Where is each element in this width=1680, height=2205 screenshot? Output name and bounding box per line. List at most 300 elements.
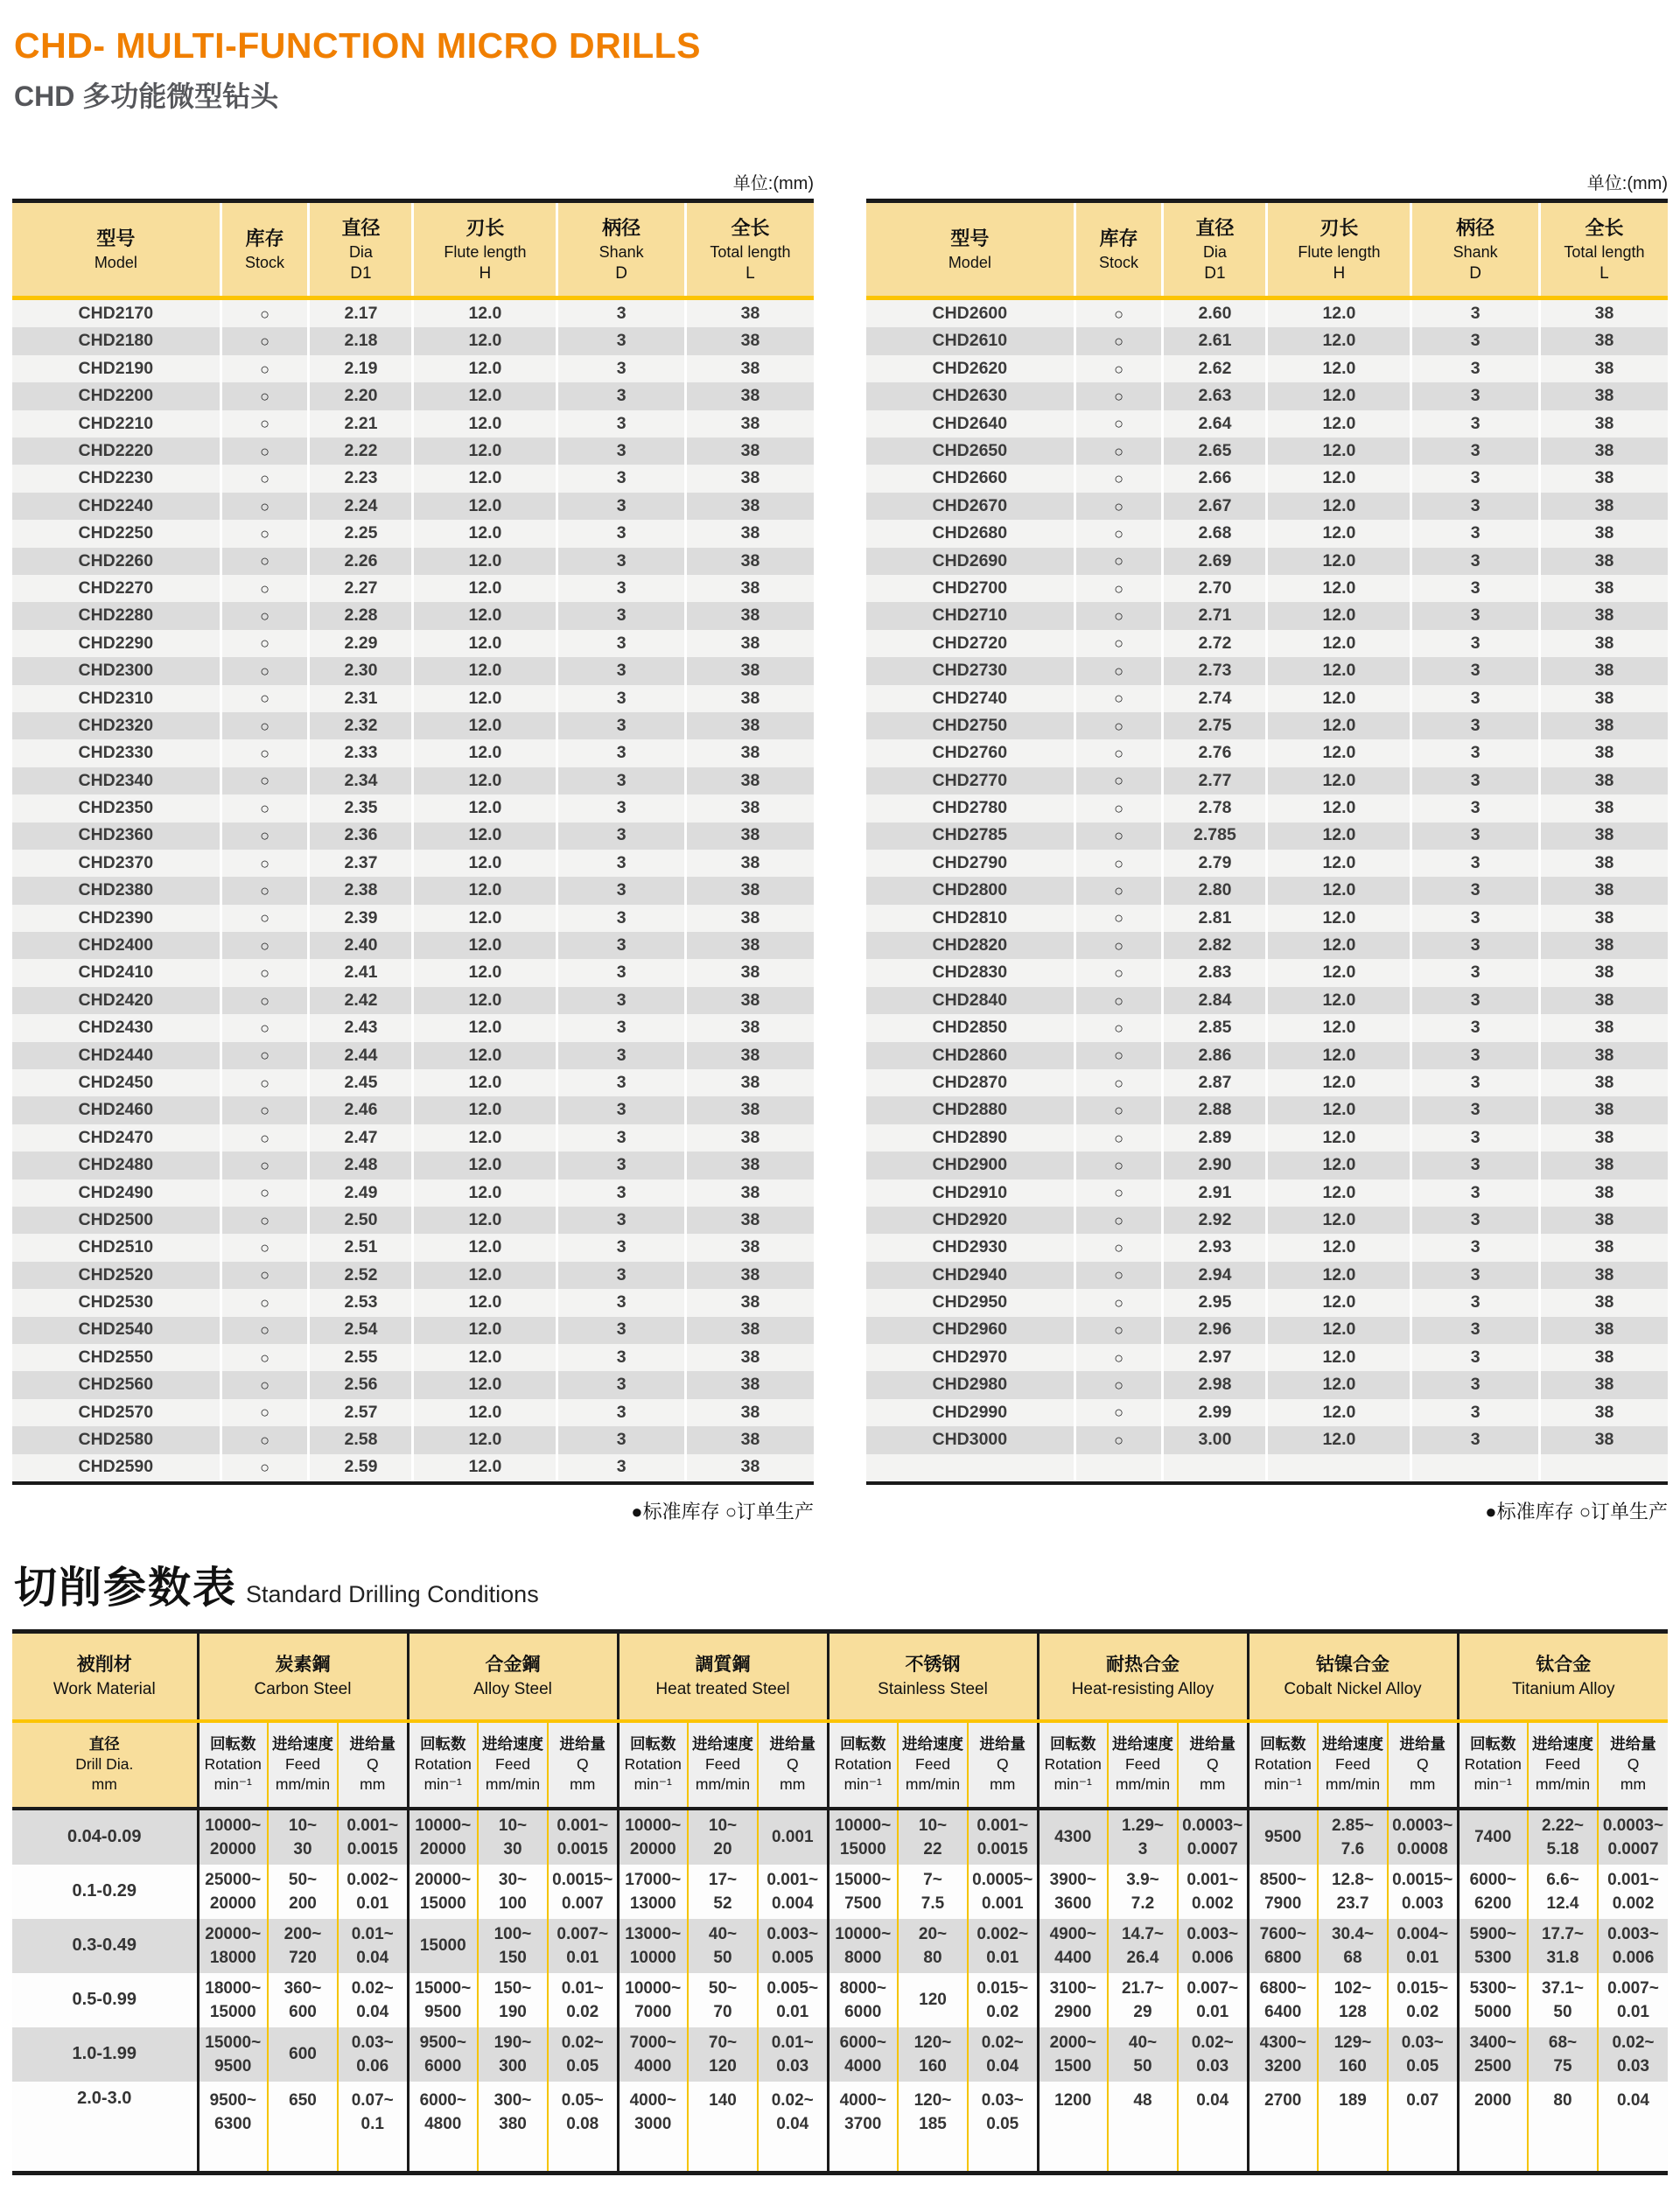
cell-stock: ○	[220, 794, 309, 822]
drill-row	[12, 685, 814, 712]
cell-stock: ○	[220, 1344, 309, 1371]
drill-row	[866, 465, 1668, 492]
cell-model: CHD2660	[932, 468, 1008, 488]
cell-dia: 2.85	[1163, 1014, 1267, 1041]
col-header-total-length: 全长 Total length L	[685, 201, 814, 298]
cell-value: 10~ 20	[688, 1809, 758, 1865]
cell-stock: ○	[1074, 493, 1163, 520]
cell-flute-length: 12.0	[413, 932, 557, 959]
cell-shank: 3	[1411, 410, 1540, 438]
cell-dia: 2.69	[1163, 548, 1267, 575]
cell-dia: 2.67	[1163, 493, 1267, 520]
sub-header-rotation: 回転数 Rotation min⁻¹	[1248, 1721, 1318, 1809]
cell-stock: ○	[1074, 382, 1163, 410]
cell-model: CHD2590	[78, 1457, 154, 1477]
cell-value: 0.02~ 0.03	[1598, 2027, 1668, 2082]
cell-value: 120~ 160	[898, 2027, 968, 2082]
cell-stock: ○	[220, 298, 309, 328]
cell-total-length: 38	[1539, 657, 1668, 684]
cell-dia: 2.86	[1163, 1042, 1267, 1069]
cell-value: 37.1~ 50	[1528, 1973, 1598, 2027]
cell-flute-length: 12.0	[1267, 905, 1411, 932]
cell-total-length: 38	[685, 327, 814, 354]
drill-row	[866, 1289, 1668, 1316]
cell-shank: 3	[1411, 548, 1540, 575]
cell-flute-length: 12.0	[413, 739, 557, 766]
cell-value: 10~ 30	[268, 1809, 338, 1865]
drill-row	[866, 630, 1668, 657]
cell-model: CHD2560	[78, 1375, 154, 1395]
cell-total-length: 38	[1539, 1042, 1668, 1069]
cell-model: CHD2860	[932, 1045, 1008, 1065]
cell-model: CHD2850	[932, 1018, 1008, 1038]
cell-value: 300~ 380	[478, 2082, 548, 2174]
cell-dia: 2.44	[309, 1042, 413, 1069]
cell-value: 15000~ 9500	[408, 1973, 478, 2027]
cell-shank: 3	[1411, 298, 1540, 328]
cell-value: 0.001~ 0.004	[758, 1865, 828, 1919]
cell-value: 7~ 7.5	[898, 1865, 968, 1919]
cell-flute-length: 12.0	[1267, 327, 1411, 354]
cell-total-length: 38	[685, 1262, 814, 1289]
cell-model: CHD2410	[78, 962, 154, 983]
cell-model: CHD2785	[932, 825, 1008, 845]
cell-value: 0.015~ 0.02	[1388, 1973, 1458, 2027]
sub-header-feed: 进给速度 Feed mm/min	[268, 1721, 338, 1809]
sub-header-feed: 进给速度 Feed mm/min	[1108, 1721, 1178, 1809]
cell-flute-length: 12.0	[413, 355, 557, 382]
cell-stock: ○	[1074, 712, 1163, 739]
cell-flute-length: 12.0	[413, 465, 557, 492]
cell-total-length: 38	[685, 1399, 814, 1426]
cell-value: 7400	[1458, 1809, 1528, 1865]
cell-flute-length: 12.0	[413, 327, 557, 354]
cell-shank: 3	[557, 987, 686, 1014]
drill-row	[866, 410, 1668, 438]
cell-shank: 3	[1411, 1426, 1540, 1453]
cell-total-length: 38	[685, 1096, 814, 1124]
cell-model: CHD2870	[932, 1072, 1008, 1092]
cell-shank: 3	[1411, 1399, 1540, 1426]
cell-dia: 2.95	[1163, 1289, 1267, 1316]
drill-dia-header: 直径 Drill Dia. mm	[12, 1721, 198, 1809]
drill-row	[12, 959, 814, 986]
cell-value: 1.29~ 3	[1108, 1809, 1178, 1865]
cell-total-length: 38	[1539, 493, 1668, 520]
cell-value: 50~ 200	[268, 1865, 338, 1919]
cell-dia: 2.785	[1163, 822, 1267, 850]
cell-dia: 2.25	[309, 520, 413, 547]
cell-flute-length: 12.0	[413, 493, 557, 520]
cell-flute-length: 12.0	[413, 630, 557, 657]
cell-stock: ○	[220, 822, 309, 850]
cell-value: 5900~ 5300	[1458, 1919, 1528, 1973]
cell-shank: 3	[557, 1344, 686, 1371]
cell-total-length: 38	[685, 959, 814, 986]
cutting-conditions-heading	[14, 1554, 1668, 1615]
material-header-row	[12, 1631, 1668, 1721]
stock-legend: ●标准库存 ○订单生产	[631, 1500, 814, 1522]
drill-row	[12, 1399, 814, 1426]
cell-dia: 2.48	[309, 1152, 413, 1179]
cell-shank: 3	[557, 1124, 686, 1152]
drill-row	[12, 1317, 814, 1344]
cell-model	[866, 1454, 1074, 1483]
cell-model: CHD2380	[78, 880, 154, 900]
cell-stock: ○	[220, 877, 309, 904]
cell-shank: 3	[557, 1317, 686, 1344]
cell-value: 0.03~ 0.06	[338, 2027, 408, 2082]
cell-value: 0.003~ 0.006	[1178, 1919, 1248, 1973]
drill-row	[866, 767, 1668, 794]
cell-total-length: 38	[1539, 575, 1668, 602]
cell-flute-length: 12.0	[413, 1399, 557, 1426]
cell-value: 30~ 100	[478, 1865, 548, 1919]
cell-value: 17000~ 13000	[618, 1865, 688, 1919]
cell-stock: ○	[1074, 1234, 1163, 1261]
cell-flute-length: 12.0	[1267, 1289, 1411, 1316]
material-header-heat-treated-steel: 調質鋼 Heat treated Steel	[618, 1631, 828, 1721]
cell-dia: 2.73	[1163, 657, 1267, 684]
cell-shank: 3	[1411, 438, 1540, 465]
cell-model: CHD2310	[78, 688, 154, 708]
sub-header-rotation: 回転数 Rotation min⁻¹	[828, 1721, 898, 1809]
cell-dia: 2.21	[309, 410, 413, 438]
cell-shank: 3	[1411, 602, 1540, 629]
cell-stock: ○	[1074, 932, 1163, 959]
sub-header-q: 进给量 Q mm	[758, 1721, 828, 1809]
cell-value: 0.07	[1388, 2082, 1458, 2174]
cell-stock: ○	[1074, 877, 1163, 904]
cell-flute-length: 12.0	[1267, 1371, 1411, 1398]
cell-model: CHD2440	[78, 1045, 154, 1065]
cell-value: 129~ 160	[1318, 2027, 1388, 2082]
cell-model: CHD2650	[932, 440, 1008, 460]
cell-model: CHD2830	[932, 962, 1008, 983]
cell-flute-length: 12.0	[413, 1124, 557, 1152]
cell-total-length: 38	[1539, 355, 1668, 382]
cell-stock: ○	[220, 712, 309, 739]
cell-stock: ○	[1074, 298, 1163, 328]
cell-flute-length: 12.0	[1267, 1426, 1411, 1453]
cell-value: 600	[268, 2027, 338, 2082]
drill-row	[866, 1180, 1668, 1207]
cell-flute-length: 12.0	[1267, 1399, 1411, 1426]
cutting-row	[12, 2082, 1668, 2174]
cell-dia: 2.97	[1163, 1344, 1267, 1371]
cell-model: CHD2390	[78, 907, 154, 928]
cell-value: 7000~ 4000	[618, 2027, 688, 2082]
cell-value: 10000~ 15000	[828, 1809, 898, 1865]
cell-stock: ○	[220, 1180, 309, 1207]
cell-value: 0.002~ 0.01	[338, 1865, 408, 1919]
cell-flute-length: 12.0	[413, 1371, 557, 1398]
cell-shank: 3	[1411, 1289, 1540, 1316]
cell-total-length: 38	[1539, 438, 1668, 465]
cell-shank: 3	[557, 382, 686, 410]
drill-row	[866, 959, 1668, 986]
cell-shank: 3	[1411, 355, 1540, 382]
sub-header-q: 进给量 Q mm	[338, 1721, 408, 1809]
col-header-flute-length: 刃长 Flute length H	[413, 201, 557, 298]
cell-stock: ○	[220, 382, 309, 410]
drill-row	[12, 298, 814, 328]
cell-value: 10000~ 7000	[618, 1973, 688, 2027]
drill-row	[12, 1180, 814, 1207]
cell-total-length: 38	[1539, 327, 1668, 354]
cell-shank: 3	[557, 1207, 686, 1234]
cell-total-length: 38	[685, 1454, 814, 1483]
sub-header-rotation: 回転数 Rotation min⁻¹	[1038, 1721, 1108, 1809]
cell-dia: 2.81	[1163, 905, 1267, 932]
cutting-row	[12, 1809, 1668, 1865]
cell-total-length: 38	[1539, 932, 1668, 959]
cell-value: 189	[1318, 2082, 1388, 2174]
cell-dia: 2.50	[309, 1207, 413, 1234]
cell-flute-length: 12.0	[413, 1454, 557, 1483]
cell-model: CHD2740	[932, 688, 1008, 708]
cell-dia: 2.98	[1163, 1371, 1267, 1398]
cell-value: 0.005~ 0.01	[758, 1973, 828, 2027]
cell-stock: ○	[1074, 685, 1163, 712]
cell-model: CHD2330	[78, 743, 154, 763]
sub-header-feed: 进给速度 Feed mm/min	[1528, 1721, 1598, 1809]
material-header-heat-resisting-alloy: 耐热合金 Heat-resisting Alloy	[1038, 1631, 1248, 1721]
cell-total-length: 38	[1539, 1426, 1668, 1453]
material-header-carbon-steel: 炭素鋼 Carbon Steel	[198, 1631, 408, 1721]
cell-total-length: 38	[1539, 630, 1668, 657]
cell-value: 8500~ 7900	[1248, 1865, 1318, 1919]
cell-stock: ○	[220, 327, 309, 354]
cell-dia: 2.29	[309, 630, 413, 657]
cell-value: 0.0003~ 0.0007	[1598, 1809, 1668, 1865]
cell-value: 10~ 22	[898, 1809, 968, 1865]
col-header-flute-length: 刃长 Flute length H	[1267, 201, 1411, 298]
cell-model: CHD2840	[932, 990, 1008, 1010]
cell-value: 80	[1528, 2082, 1598, 2174]
cell-stock: ○	[1074, 1289, 1163, 1316]
cell-value: 102~ 128	[1318, 1973, 1388, 2027]
cell-dia: 2.33	[309, 739, 413, 766]
cell-model: CHD2370	[78, 852, 154, 872]
cell-value: 0.001~ 0.0015	[338, 1809, 408, 1865]
cell-flute-length: 12.0	[413, 685, 557, 712]
cell-stock: ○	[220, 1096, 309, 1124]
cell-stock: ○	[1074, 1096, 1163, 1124]
cell-value: 0.04	[1598, 2082, 1668, 2174]
cell-value: 4000~ 3700	[828, 2082, 898, 2174]
cell-model: CHD2730	[932, 661, 1008, 681]
drill-table-left-block	[12, 169, 814, 1524]
cell-shank: 3	[557, 327, 686, 354]
drill-row	[12, 905, 814, 932]
cell-flute-length: 12.0	[1267, 630, 1411, 657]
drill-row	[12, 1262, 814, 1289]
cell-total-length: 38	[1539, 712, 1668, 739]
drill-row	[866, 657, 1668, 684]
cell-model: CHD2790	[932, 852, 1008, 872]
cell-model: CHD2710	[932, 606, 1008, 626]
cell-total-length: 38	[685, 465, 814, 492]
cell-model: CHD2890	[932, 1127, 1008, 1147]
cell-stock: ○	[1074, 465, 1163, 492]
cell-dia: 2.60	[1163, 298, 1267, 328]
cell-flute-length: 12.0	[1267, 382, 1411, 410]
drill-row	[866, 438, 1668, 465]
cell-model: CHD2540	[78, 1320, 154, 1340]
drill-row	[866, 905, 1668, 932]
cell-dia: 2.35	[309, 794, 413, 822]
cutting-row	[12, 1973, 1668, 2027]
cell-flute-length: 12.0	[1267, 657, 1411, 684]
cell-flute-length: 12.0	[1267, 1344, 1411, 1371]
cell-shank: 3	[557, 877, 686, 904]
cell-shank: 3	[1411, 712, 1540, 739]
cell-total-length: 38	[685, 1289, 814, 1316]
sub-header-feed: 进给速度 Feed mm/min	[1318, 1721, 1388, 1809]
cell-model: CHD2360	[78, 825, 154, 845]
cell-flute-length: 12.0	[413, 877, 557, 904]
cutting-heading-zh: 切削参数表	[14, 1564, 238, 1612]
cell-dia: 2.82	[1163, 932, 1267, 959]
cell-total-length: 38	[685, 822, 814, 850]
cell-value: 0.0005~ 0.001	[968, 1865, 1038, 1919]
cell-total-length: 38	[1539, 1344, 1668, 1371]
cell-model: CHD2880	[932, 1100, 1008, 1120]
cell-flute-length: 12.0	[1267, 1152, 1411, 1179]
cell-stock: ○	[1074, 1371, 1163, 1398]
drill-row	[866, 1399, 1668, 1426]
cell-value: 0.05~ 0.08	[548, 2082, 618, 2174]
cell-shank: 3	[557, 1069, 686, 1096]
material-header-stainless-steel: 不锈钢 Stainless Steel	[828, 1631, 1038, 1721]
cell-stock: ○	[220, 1454, 309, 1483]
cell-total-length: 38	[1539, 602, 1668, 629]
cell-shank: 3	[1411, 685, 1540, 712]
cell-model: CHD2820	[932, 935, 1008, 956]
cell-value: 17.7~ 31.8	[1528, 1919, 1598, 1973]
sub-header-rotation: 回転数 Rotation min⁻¹	[408, 1721, 478, 1809]
cell-stock: ○	[220, 465, 309, 492]
drill-row	[12, 1042, 814, 1069]
drill-row	[12, 657, 814, 684]
cell-value: 21.7~ 29	[1108, 1973, 1178, 2027]
cell-stock: ○	[1074, 438, 1163, 465]
drill-row	[866, 794, 1668, 822]
cell-shank: 3	[557, 794, 686, 822]
cell-value: 0.02~ 0.04	[758, 2082, 828, 2174]
cell-shank: 3	[1411, 327, 1540, 354]
cell-dia: 2.96	[1163, 1317, 1267, 1344]
cell-dia: 2.36	[309, 822, 413, 850]
drill-row	[12, 602, 814, 629]
cell-flute-length: 12.0	[413, 850, 557, 877]
cell-value: 3900~ 3600	[1038, 1865, 1108, 1919]
cell-value: 7600~ 6800	[1248, 1919, 1318, 1973]
cell-dia: 2.32	[309, 712, 413, 739]
cell-dia: 2.47	[309, 1124, 413, 1152]
cell-value: 40~ 50	[688, 1919, 758, 1973]
drill-row	[866, 822, 1668, 850]
drill-row	[12, 987, 814, 1014]
cell-shank	[1411, 1454, 1540, 1483]
cell-shank: 3	[557, 438, 686, 465]
cell-stock: ○	[1074, 767, 1163, 794]
cell-flute-length: 12.0	[413, 767, 557, 794]
cell-total-length: 38	[685, 298, 814, 328]
cell-total-length: 38	[1539, 685, 1668, 712]
cell-flute-length: 12.0	[413, 1317, 557, 1344]
col-header-stock: 库存 Stock	[220, 201, 309, 298]
cell-total-length: 38	[1539, 1069, 1668, 1096]
cell-value: 0.001~ 0.002	[1178, 1865, 1248, 1919]
cell-stock: ○	[220, 1371, 309, 1398]
col-header-total-length: 全长 Total length L	[1539, 201, 1668, 298]
cell-total-length: 38	[1539, 1180, 1668, 1207]
cell-dia: 2.37	[309, 850, 413, 877]
sub-header-feed: 进给速度 Feed mm/min	[688, 1721, 758, 1809]
cell-dia: 2.31	[309, 685, 413, 712]
cell-value: 0.002~ 0.01	[968, 1919, 1038, 1973]
cutting-row	[12, 2027, 1668, 2082]
cell-flute-length: 12.0	[1267, 1234, 1411, 1261]
cell-stock: ○	[220, 1289, 309, 1316]
cell-dia: 2.54	[309, 1317, 413, 1344]
cell-value: 2.22~ 5.18	[1528, 1809, 1598, 1865]
cell-shank: 3	[557, 548, 686, 575]
drill-row	[866, 685, 1668, 712]
cell-dia: 2.88	[1163, 1096, 1267, 1124]
cell-shank: 3	[557, 1180, 686, 1207]
cell-model: CHD2270	[78, 578, 154, 598]
cell-model: CHD2350	[78, 798, 154, 818]
cell-stock: ○	[1074, 1152, 1163, 1179]
cell-stock: ○	[1074, 1317, 1163, 1344]
cell-total-length: 38	[1539, 410, 1668, 438]
cell-stock: ○	[1074, 575, 1163, 602]
cell-shank: 3	[557, 1042, 686, 1069]
cell-value: 0.001	[758, 1809, 828, 1865]
cell-flute-length: 12.0	[1267, 520, 1411, 547]
cell-flute-length: 12.0	[413, 794, 557, 822]
cell-model: CHD2320	[78, 715, 154, 735]
cell-model: CHD2770	[932, 770, 1008, 790]
cell-dia: 2.80	[1163, 877, 1267, 904]
cell-stock: ○	[220, 575, 309, 602]
cell-value: 1200	[1038, 2082, 1108, 2174]
cell-shank: 3	[557, 1152, 686, 1179]
cell-dia: 2.38	[309, 877, 413, 904]
cell-model: CHD2510	[78, 1237, 154, 1257]
cell-model: CHD2430	[78, 1018, 154, 1038]
cell-total-length: 38	[685, 932, 814, 959]
cell-flute-length: 12.0	[413, 1344, 557, 1371]
cell-flute-length: 12.0	[1267, 850, 1411, 877]
drill-row	[866, 493, 1668, 520]
cell-value: 0.02~ 0.04	[968, 2027, 1038, 2082]
cell-shank: 3	[1411, 575, 1540, 602]
cell-total-length: 38	[685, 438, 814, 465]
cell-shank: 3	[1411, 794, 1540, 822]
cell-dia	[1163, 1454, 1267, 1483]
cell-model: CHD2630	[932, 386, 1008, 406]
cell-model: CHD2530	[78, 1292, 154, 1312]
cell-model: CHD2470	[78, 1127, 154, 1147]
drill-row	[866, 1317, 1668, 1344]
cell-flute-length: 12.0	[1267, 1096, 1411, 1124]
cell-stock: ○	[220, 685, 309, 712]
cell-dia: 2.75	[1163, 712, 1267, 739]
